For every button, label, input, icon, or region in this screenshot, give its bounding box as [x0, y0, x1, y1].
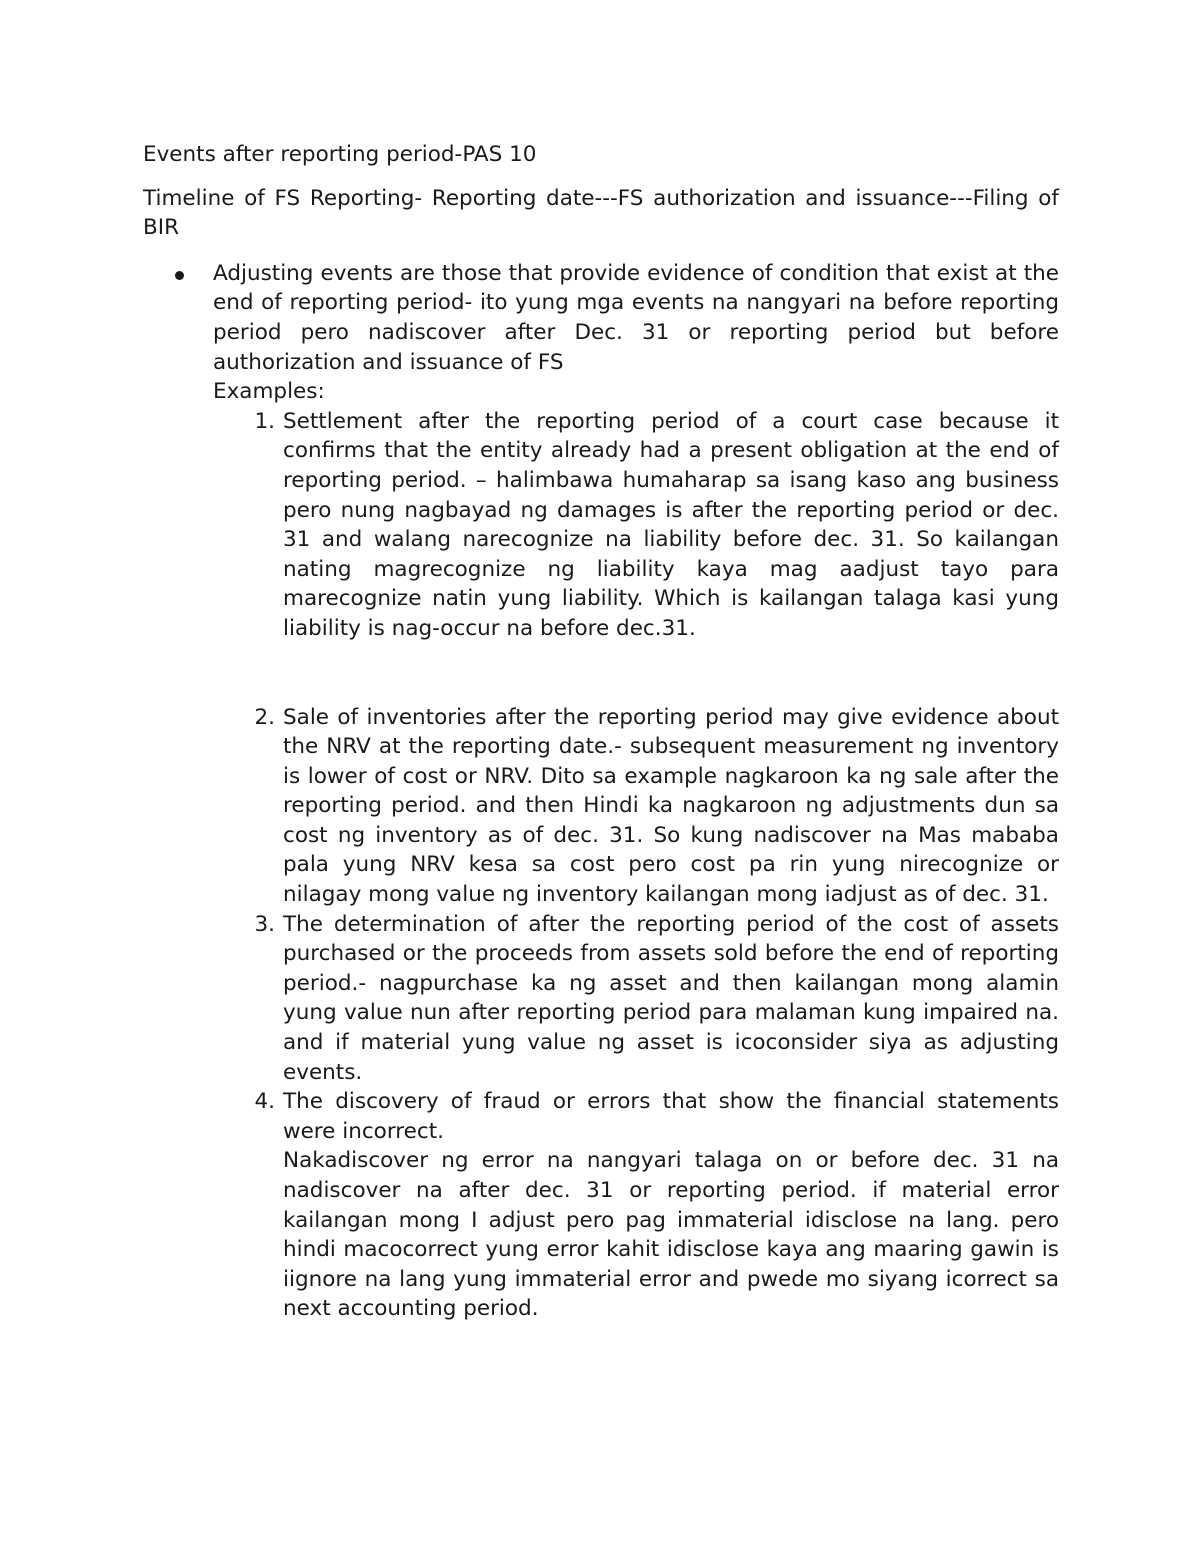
examples-label: Examples: — [213, 379, 325, 405]
example-text: Sale of inventories after the reporting period may give evidence about the NRV at the reporting date.- subsequent measurement ng inventory is lower of cost or NRV. Dito sa example nagkaroon ka ng sale after the reporting period. and then Hindi ka nagkaroon ng adjustments dun sa cost ng inventory as of dec. 31. So kung nadiscover na Mas mababa pala yung NRV kesa sa cost pero cost pa rin yung nirecognize or nilagay mong value ng inventory kailangan mong iadjust as of dec. 31. — [283, 704, 1059, 908]
document-body — [143, 140, 1059, 1324]
blank-space — [213, 644, 1059, 703]
example-item-3 — [213, 910, 1059, 1088]
example-text: The discovery of fraud or errors that show the financial statements were incorrect. — [283, 1089, 1059, 1144]
example-text: The determination of after the reporting period of the cost of assets purchased or the proceeds from assets sold before the end of reporting period.- nagpurchase ka ng asset and then kailangan mong alamin yung value nun after reporting period para malaman kung impaired na. and if material yung value ng asset is icoconsider siya as adjusting events. — [283, 911, 1059, 1085]
example-number: 1. — [254, 408, 275, 434]
example-note: Nakadiscover ng error na nangyari talaga on or before dec. 31 na nadiscover na after dec. 31 or reporting period. if material error kailangan mong I adjust pero pag immaterial idisclose na lang. pero hindi macocorrect yung error kahit idisclose kaya ang maaring gawin is iignore na lang yung immaterial error and pwede mo siyang icorrect sa next accounting period. — [283, 1148, 1059, 1322]
bullet-icon — [175, 271, 184, 280]
example-item-2 — [213, 703, 1059, 910]
example-number: 2. — [254, 704, 275, 730]
bullet-list-item — [143, 259, 1059, 1324]
adjusting-events-definition: Adjusting events are those that provide evidence of condition that exist at the end of reporting period- ito yung mga events na nangyari na before reporting period pero nadiscover after Dec. 31 or reporting period but before authorization and issuance of FS — [213, 260, 1059, 375]
document-title: Events after reporting period-PAS 10 — [143, 142, 537, 167]
example-text: Settlement after the reporting period of a court case because it confirms that the entity already had a present obligation at the end of reporting period. – halimbawa humaharap sa isang kaso ang business pero nung nagbayad ng damages is after the reporting period or dec. 31 and walang narecognize na liability before dec. 31. So kailangan nating magrecognize ng liability kaya mag aadjust tayo para marecognize natin yung liability. Which is kailangan talaga kasi yung liability is nag-occur na before dec.31. — [283, 408, 1059, 641]
example-item-4 — [213, 1087, 1059, 1324]
timeline-paragraph: Timeline of FS Reporting- Reporting date---FS authorization and issuance---Filing of BIR — [143, 185, 1059, 241]
example-number: 3. — [254, 911, 275, 937]
example-number: 4. — [254, 1089, 275, 1115]
example-item-1 — [213, 407, 1059, 644]
